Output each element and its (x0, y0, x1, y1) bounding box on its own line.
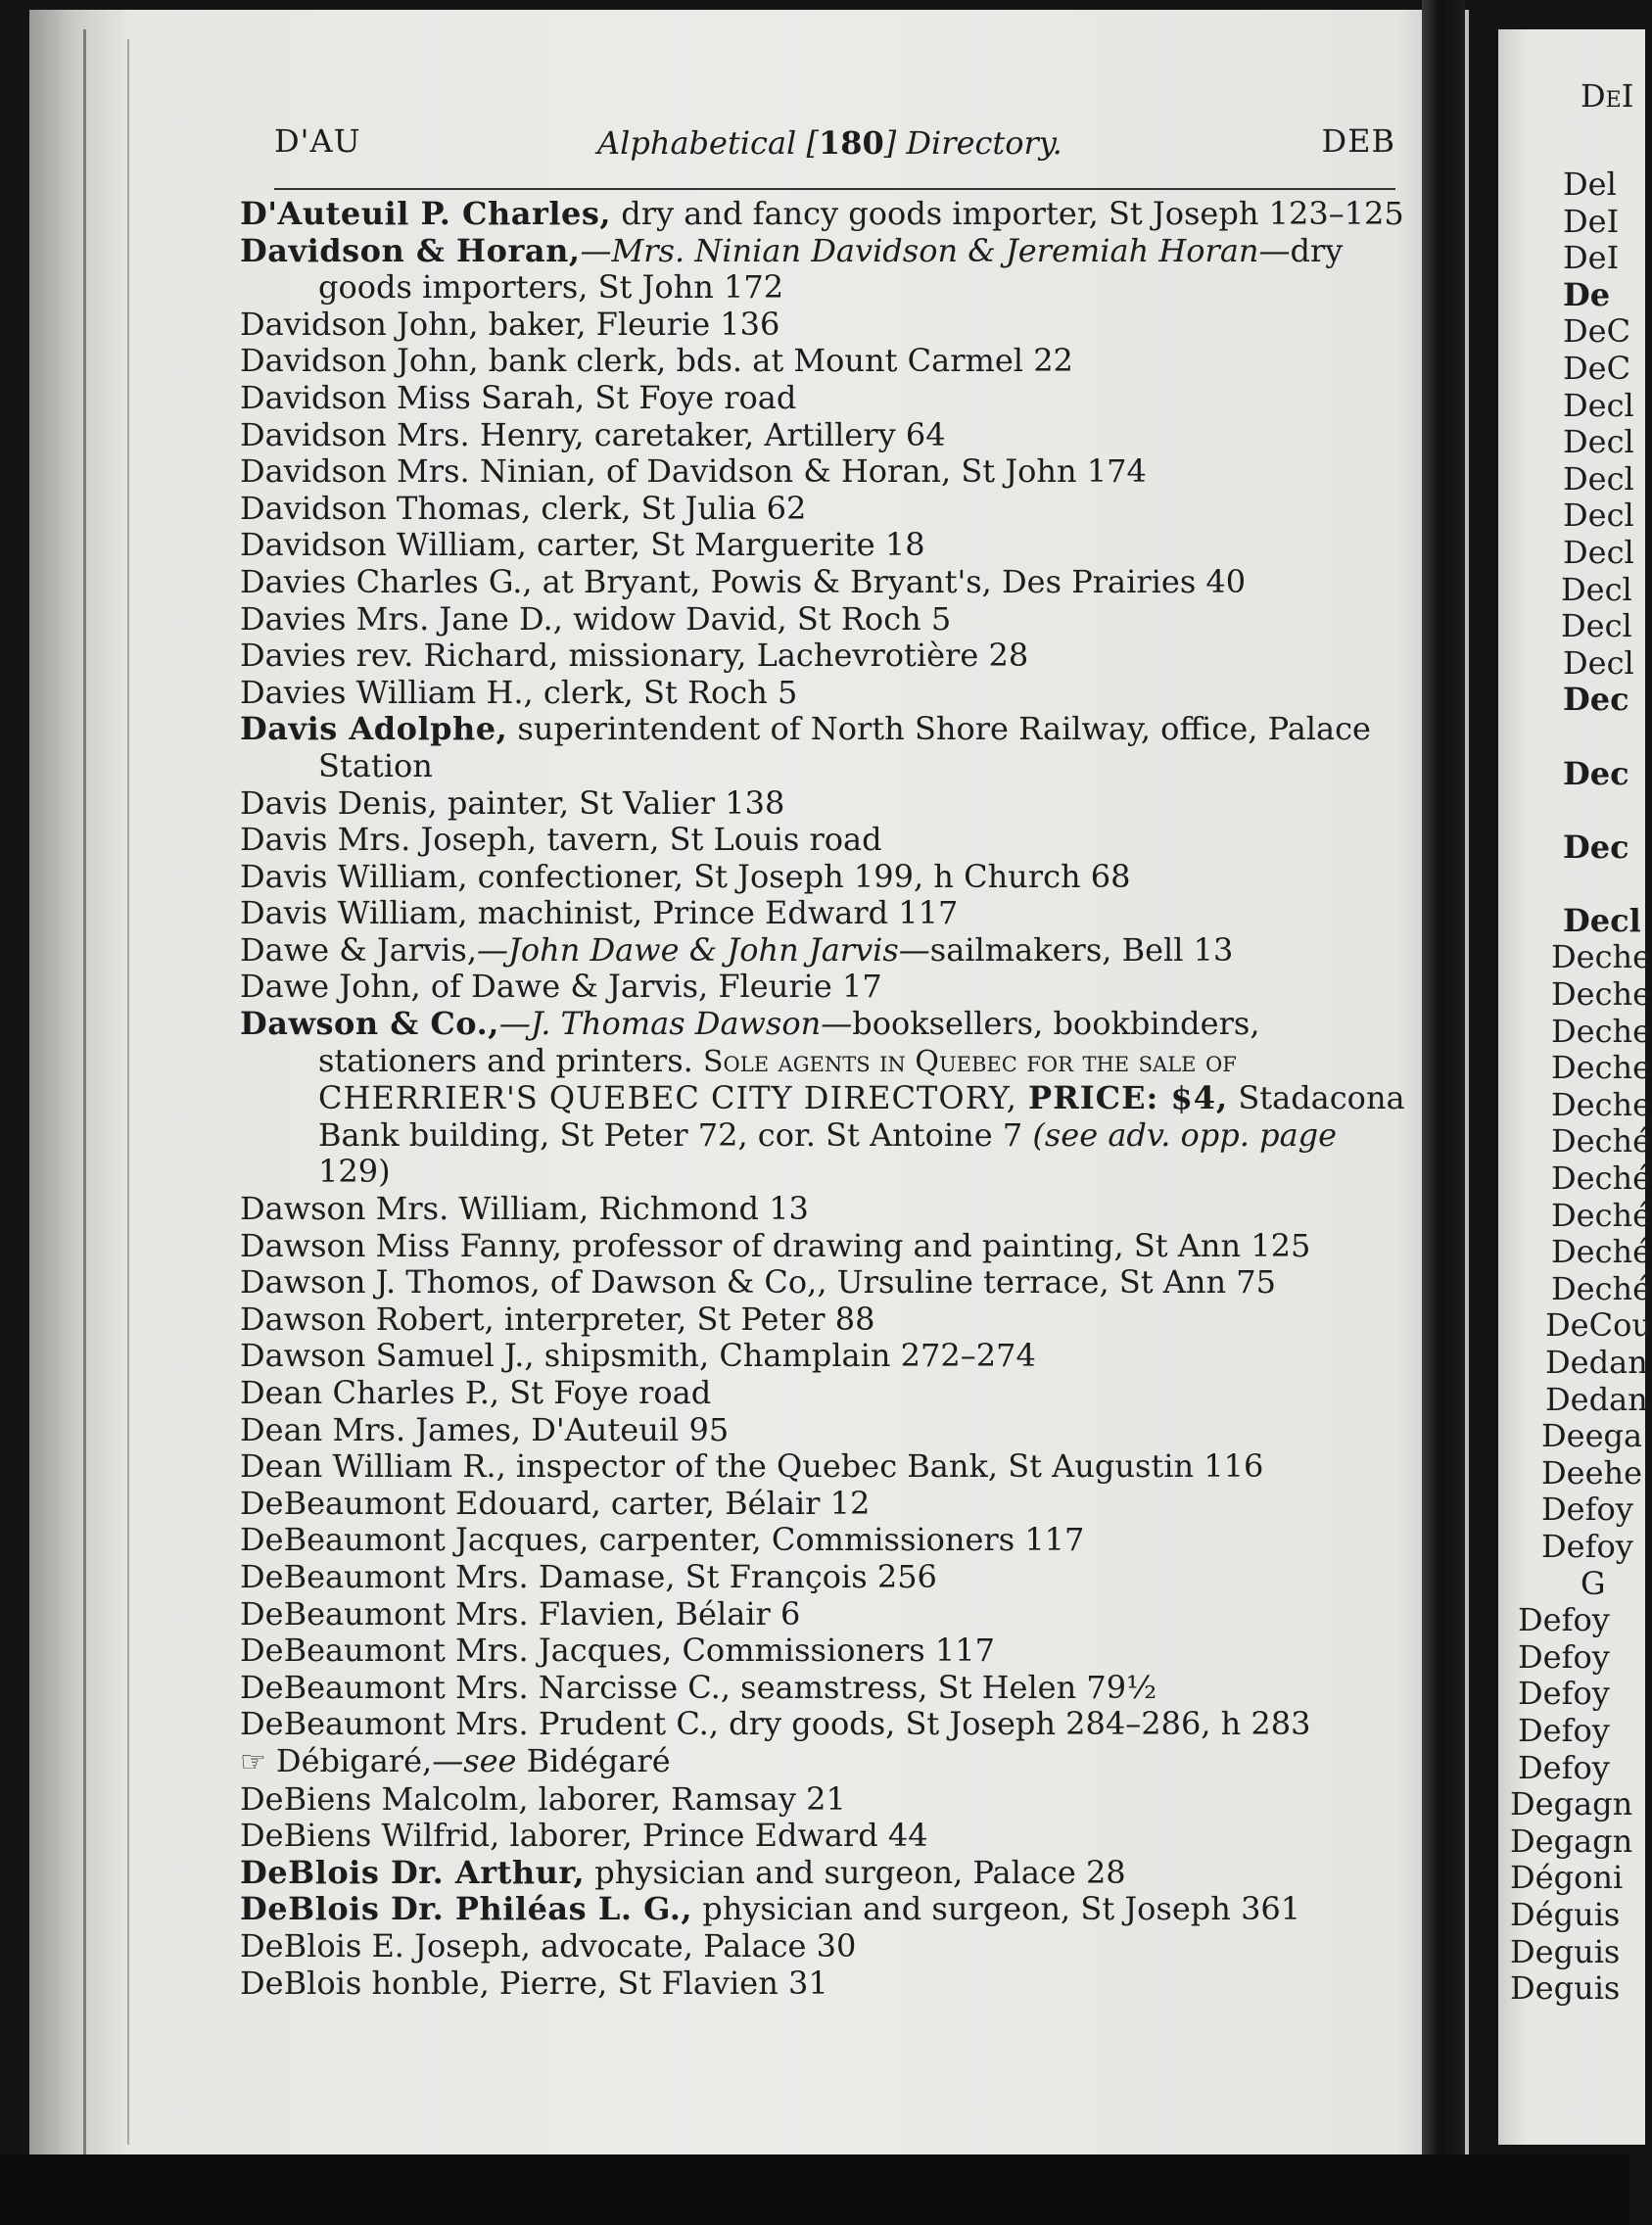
right-page-line: DeC (1563, 349, 1631, 387)
directory-entry (240, 1412, 1405, 1449)
page-number: 180 (818, 124, 884, 162)
entry-text: Davis William, confectioner, St Joseph 199, h Church 68 (240, 857, 1131, 895)
right-page-line: Deche (1551, 975, 1652, 1014)
directory-entry (240, 1706, 1405, 1743)
entry-text: DeBiens Wilfrid, laborer, Prince Edward 44 (240, 1817, 928, 1855)
entry-name: D'Auteuil P. Charles, (240, 195, 612, 232)
header-left: D'AU (274, 122, 361, 160)
right-page-line: Decl (1563, 386, 1634, 424)
entry-text: Davies Charles G., at Bryant, Powis & Bryant's, Des Prairies 40 (240, 562, 1247, 600)
directory-entry (240, 1338, 1405, 1375)
entry-lead: Débigaré, (275, 1741, 433, 1779)
entry-text: Davidson Thomas, clerk, St Julia 62 (240, 489, 807, 527)
entry-text: Dean Mrs. James, D'Auteuil 95 (240, 1410, 730, 1448)
right-page-line: Deche (1551, 1012, 1652, 1050)
directory-entry (240, 453, 1405, 491)
entry-text: DeBeaumont Edouard, carter, Bélair 12 (240, 1484, 871, 1522)
right-page-line: Dégoni (1510, 1859, 1624, 1897)
right-page-line: Degagn (1510, 1822, 1633, 1860)
entry-text: Dean William R., inspector of the Quebec Bank, St Augustin 116 (240, 1447, 1264, 1486)
directory-entry (240, 233, 1405, 307)
entry-reference-page: 129) (318, 1153, 391, 1191)
right-page-line: DeI (1563, 239, 1620, 277)
directory-entry (240, 1264, 1405, 1302)
right-page-line: Decl (1563, 459, 1634, 497)
right-page-line: Dedan (1545, 1380, 1648, 1418)
right-page-line: DeCou (1545, 1306, 1652, 1345)
page-header (274, 122, 1395, 166)
entry-text: Davidson John, baker, Fleurie 136 (240, 305, 780, 343)
right-page-column (1506, 77, 1652, 2008)
directory-entry (240, 491, 1405, 528)
right-page-line: DeC (1563, 312, 1631, 351)
header-title-start: Alphabetical [ (597, 124, 819, 162)
entry-text: superintendent of North Shore Railway, office, Palace Station (318, 710, 1371, 784)
directory-entry (240, 1559, 1405, 1596)
pointing-hand-icon: ☞ (240, 1744, 266, 1779)
page-edge-line (127, 39, 129, 2145)
entry-text: Bidégaré (516, 1741, 671, 1779)
right-page-line: Déguis (1510, 1895, 1621, 1933)
right-page-line: Deguis (1510, 1932, 1621, 1970)
entry-text: DeBeaumont Mrs. Damase, St François 256 (240, 1557, 937, 1595)
entry-text: DeBeaumont Jacques, carpenter, Commissioners 117 (240, 1521, 1085, 1559)
entry-text: Davis Denis, painter, St Valier 138 (240, 783, 785, 822)
entry-name: Davidson & Horan, (240, 231, 581, 269)
right-page-line (1506, 792, 1652, 829)
directory-entry (240, 822, 1405, 859)
entry-text: DeBiens Malcolm, laborer, Ramsay 21 (240, 1779, 846, 1818)
directory-entry (240, 1522, 1405, 1559)
directory-entry (240, 1965, 1405, 2003)
right-page-line: Defoy (1518, 1748, 1610, 1786)
directory-entry (240, 417, 1405, 454)
entry-text: Davidson Miss Sarah, St Foye road (240, 378, 797, 416)
directory-entry (240, 1191, 1405, 1228)
right-page-line: Deché (1551, 1233, 1652, 1271)
entry-text: Dawson Samuel J., shipsmith, Champlain 272–274 (240, 1337, 1036, 1375)
entry-partners: —J. Thomas Dawson— (498, 1005, 853, 1043)
entry-text: Davidson Mrs. Ninian, of Davidson & Horan, St John 174 (240, 452, 1147, 491)
directory-entry (240, 1891, 1405, 1928)
page-edge-line (83, 29, 86, 2154)
directory-entry (240, 859, 1405, 896)
directory-entry (240, 1670, 1405, 1707)
directory-entry (240, 1596, 1405, 1633)
directory-entry (240, 343, 1405, 380)
right-page-line: Deguis (1510, 1969, 1621, 2008)
directory-entry (240, 969, 1405, 1006)
entry-name: Dawson & Co., (240, 1005, 499, 1043)
directory-entry (240, 932, 1405, 970)
header-title (597, 124, 1062, 162)
entry-partners: —John Dawe & John Jarvis— (477, 930, 930, 969)
entry-text: Dawson Mrs. William, Richmond 13 (240, 1190, 809, 1228)
right-page-line: Decl (1563, 643, 1634, 682)
entry-notice: Sole agents in Quebec for the sale of (702, 1044, 1237, 1079)
directory-entry (240, 564, 1405, 601)
right-page-line: De (1563, 275, 1611, 313)
entry-text: DeBeaumont Mrs. Jacques, Commissioners 117 (240, 1632, 995, 1670)
right-page (1498, 29, 1652, 2145)
right-page-line (1506, 719, 1652, 756)
entry-text: Davis Mrs. Joseph, tavern, St Louis road (240, 821, 882, 859)
entry-notice-title: CHERRIER'S QUEBEC CITY DIRECTORY, (318, 1079, 1029, 1117)
entry-text: physician and surgeon, Palace 28 (585, 1853, 1126, 1891)
directory-entry (240, 1228, 1405, 1265)
entry-text: Davies William H., clerk, St Roch 5 (240, 673, 798, 711)
directory-entry (240, 638, 1405, 675)
directory-entry (240, 785, 1405, 823)
right-page-line (1506, 866, 1652, 903)
entry-text: dry and fancy goods importer, St Joseph 123–125 (611, 195, 1404, 232)
directory-entry (240, 307, 1405, 344)
book-gutter (1422, 0, 1465, 2225)
right-page-line: Defoy (1541, 1491, 1633, 1529)
entry-reference: (see adv. opp. page (1032, 1115, 1338, 1154)
right-page-header: DeI (1581, 77, 1634, 115)
directory-entry (240, 711, 1405, 784)
right-page-line: Deche (1551, 1085, 1652, 1123)
right-page-line: Dec (1563, 754, 1629, 792)
directory-entry (240, 895, 1405, 932)
entry-name: DeBlois Dr. Arthur, (240, 1853, 586, 1891)
right-page-line: Decl (1563, 423, 1634, 461)
right-page-line: Defoy (1518, 1711, 1610, 1749)
right-page-line: Deché (1551, 1269, 1652, 1307)
header-title-end: ] Directory. (883, 124, 1062, 162)
right-page-line: G (1581, 1564, 1606, 1602)
entry-text: Davies Mrs. Jane D., widow David, St Roch 5 (240, 599, 952, 638)
right-page-line: Dec (1563, 681, 1629, 719)
right-page-line: Decl (1561, 570, 1632, 608)
right-page-line: Deega (1541, 1417, 1643, 1455)
entry-text: Dawe John, of Dawe & Jarvis, Fleurie 17 (240, 968, 882, 1006)
entry-text: Davis William, machinist, Prince Edward 117 (240, 894, 959, 932)
directory-entries (240, 196, 1405, 2057)
entry-text: Dean Charles P., St Foye road (240, 1374, 712, 1411)
right-page-line: Decl (1563, 533, 1634, 571)
header-right: DEB (1321, 122, 1395, 160)
right-page-line: Decl (1563, 497, 1634, 535)
directory-entry (240, 601, 1405, 639)
right-page-line: Deehe (1541, 1453, 1643, 1491)
right-page-line: Deche (1551, 938, 1652, 976)
entry-text: Davies rev. Richard, missionary, Lachevrotière 28 (240, 637, 1029, 675)
directory-entry (240, 1448, 1405, 1486)
right-page-line: Defoy (1518, 1675, 1610, 1713)
right-page-line: Deché (1551, 1122, 1652, 1160)
entry-text: dry goods importers, St John 172 (318, 231, 1344, 307)
entry-lead: Dawe & Jarvis, (240, 930, 477, 969)
scan-border (0, 2154, 1629, 2225)
right-page-line: Deche (1551, 1049, 1652, 1087)
header-rule (274, 188, 1395, 190)
entry-partners: —see (432, 1741, 517, 1779)
right-page-line: Defoy (1541, 1527, 1633, 1565)
entry-text: Dawson Robert, interpreter, St Peter 88 (240, 1300, 875, 1338)
directory-entry (240, 675, 1405, 712)
directory-entry (240, 1855, 1405, 1892)
entry-name: Davis Adolphe, (240, 710, 508, 748)
right-page-line: Defoy (1518, 1637, 1610, 1676)
right-page-line: Dec (1563, 828, 1629, 866)
directory-entry (240, 380, 1405, 417)
right-page-line: Decl (1563, 901, 1641, 939)
directory-entry (240, 1818, 1405, 1855)
directory-entry (240, 1486, 1405, 1523)
right-page-line: Degagn (1510, 1785, 1633, 1823)
right-page-line: Decl (1561, 607, 1632, 645)
entry-text: DeBeaumont Mrs. Narcisse C., seamstress, St Helen 79½ (240, 1668, 1157, 1706)
entry-partners: —Mrs. Ninian Davidson & Jeremiah Horan— (580, 231, 1291, 269)
entry-text: DeBlois E. Joseph, advocate, Palace 30 (240, 1926, 857, 1965)
directory-entry (240, 1375, 1405, 1412)
directory-entry (240, 527, 1405, 564)
directory-entry (240, 1302, 1405, 1339)
directory-entry (240, 1781, 1405, 1819)
right-page-line: Deché (1551, 1160, 1652, 1198)
right-page-line: Deché (1551, 1196, 1652, 1234)
entry-text: Dawson J. Thomos, of Dawson & Co,, Ursuline terrace, St Ann 75 (240, 1263, 1276, 1302)
entry-name: DeBlois Dr. Philéas L. G., (240, 1890, 693, 1928)
entry-text: Davidson Mrs. Henry, caretaker, Artillery 64 (240, 415, 946, 453)
entry-address: Stadacona Bank building, St Peter 72, cor. St Antoine 7 (318, 1079, 1405, 1154)
right-page-line: Dedan (1545, 1344, 1648, 1381)
entry-text: Dawson Miss Fanny, professor of drawing and painting, St Ann 125 (240, 1226, 1311, 1264)
entry-text: physician and surgeon, St Joseph 361 (692, 1890, 1301, 1928)
directory-entry (240, 1633, 1405, 1670)
entry-text: sailmakers, Bell 13 (929, 930, 1234, 969)
directory-entry (240, 196, 1405, 233)
directory-entry (240, 1928, 1405, 1965)
entry-text: booksellers, bookbinders, stationers and printers. (318, 1005, 1260, 1079)
right-page-line: Del (1563, 166, 1617, 203)
entry-text: DeBeaumont Mrs. Prudent C., dry goods, St Joseph 284–286, h 283 (240, 1705, 1311, 1743)
entry-text: Davidson William, carter, St Marguerite 18 (240, 526, 925, 564)
entry-text: DeBlois honble, Pierre, St Flavien 31 (240, 1964, 828, 2002)
entry-price: PRICE: $4, (1028, 1079, 1229, 1117)
directory-entry (240, 1006, 1405, 1191)
entry-text: DeBeaumont Mrs. Flavien, Bélair 6 (240, 1594, 801, 1633)
directory-entry (240, 1743, 1405, 1781)
right-page-line: Defoy (1518, 1601, 1610, 1639)
right-page-line: DeI (1563, 202, 1620, 240)
entry-text: Davidson John, bank clerk, bds. at Mount Carmel 22 (240, 342, 1073, 380)
